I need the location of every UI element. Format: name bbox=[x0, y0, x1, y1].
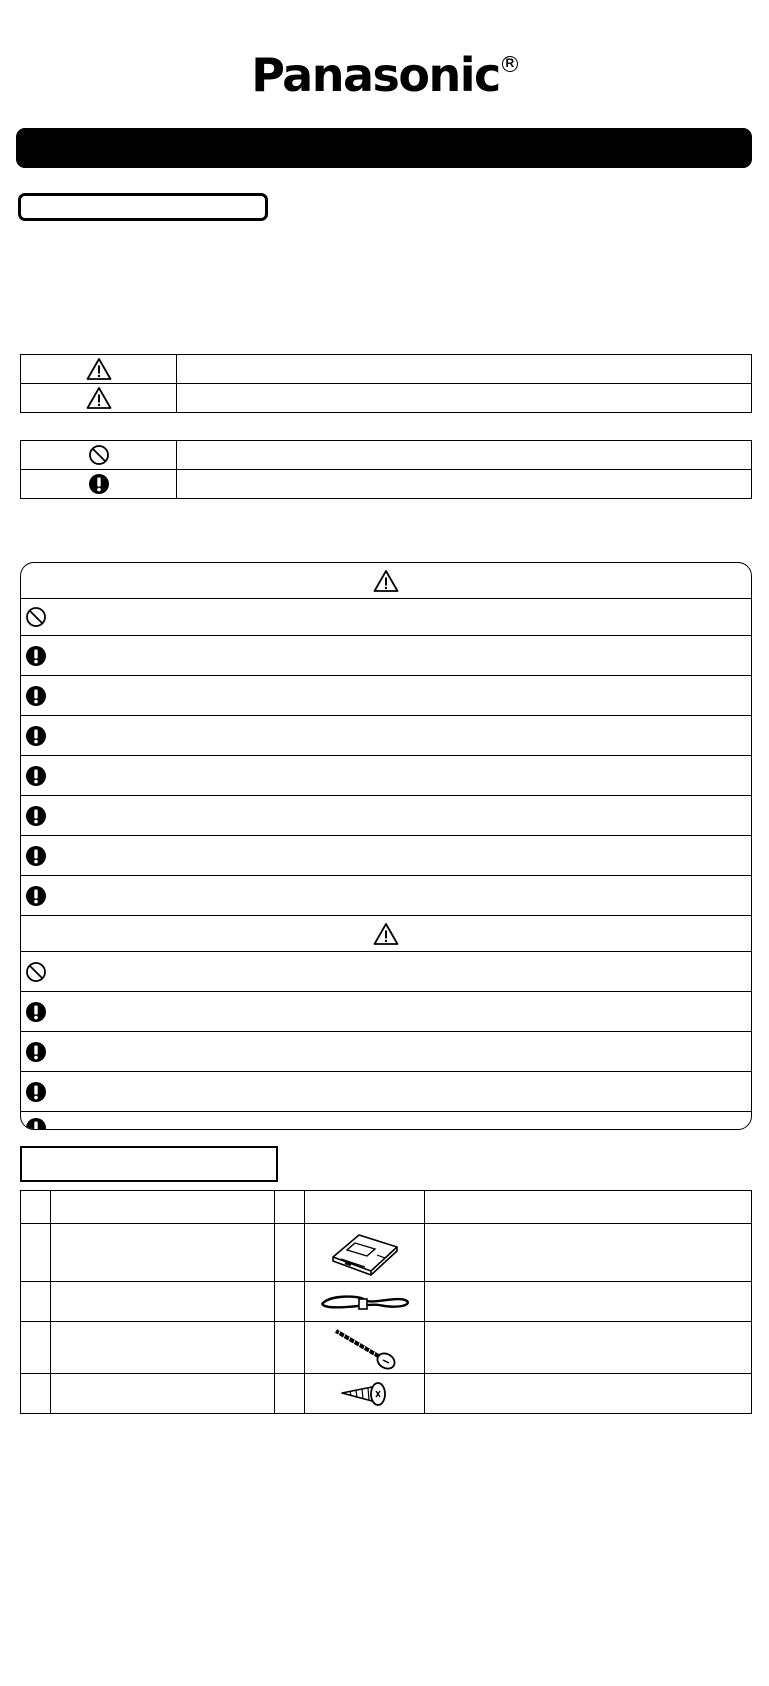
symbol-description bbox=[177, 441, 752, 470]
table-row bbox=[21, 1322, 752, 1374]
safety-precautions-panel bbox=[20, 562, 752, 1130]
row-no bbox=[21, 1224, 51, 1282]
caution-item bbox=[21, 1112, 751, 1130]
header-name bbox=[51, 1191, 275, 1224]
mandatory-icon bbox=[25, 645, 47, 667]
parts-table bbox=[20, 1190, 752, 1414]
warning-heading bbox=[21, 563, 751, 599]
header-remarks bbox=[425, 1191, 752, 1224]
row-name bbox=[51, 1322, 275, 1374]
legend-row bbox=[21, 384, 752, 413]
row-qty bbox=[275, 1224, 305, 1282]
warning-item bbox=[21, 796, 751, 836]
warning-triangle-icon bbox=[373, 922, 399, 946]
legend-row bbox=[21, 470, 752, 499]
prohibited-icon bbox=[25, 606, 47, 628]
caution-item bbox=[21, 1072, 751, 1112]
mandatory-icon bbox=[25, 725, 47, 747]
warning-item bbox=[21, 716, 751, 756]
header-no bbox=[21, 1191, 51, 1224]
symbol-description bbox=[177, 470, 752, 499]
row-remarks bbox=[425, 1282, 752, 1322]
warning-triangle-icon bbox=[86, 386, 112, 410]
mandatory-icon bbox=[25, 1041, 47, 1063]
registered-mark: R bbox=[502, 56, 518, 72]
safety-section-label bbox=[18, 193, 268, 221]
row-qty bbox=[275, 1374, 305, 1414]
warning-triangle-icon bbox=[86, 357, 112, 381]
mandatory-icon bbox=[25, 685, 47, 707]
table-row bbox=[21, 1374, 752, 1414]
row-name bbox=[51, 1374, 275, 1414]
mandatory-icon bbox=[25, 1001, 47, 1023]
table-row bbox=[21, 1224, 752, 1282]
remote-controller-icon bbox=[325, 1229, 405, 1277]
warning-item bbox=[21, 636, 751, 676]
symbol-legend bbox=[20, 440, 752, 499]
row-no bbox=[21, 1374, 51, 1414]
header-qty bbox=[275, 1191, 305, 1224]
caution-item bbox=[21, 1032, 751, 1072]
warning-triangle-icon bbox=[373, 569, 399, 593]
caution-item bbox=[21, 952, 751, 992]
signal-word-description bbox=[177, 355, 752, 384]
mandatory-icon bbox=[25, 845, 47, 867]
warning-item bbox=[21, 676, 751, 716]
row-qty bbox=[275, 1322, 305, 1374]
table-row bbox=[21, 1282, 752, 1322]
row-name bbox=[51, 1282, 275, 1322]
row-remarks bbox=[425, 1374, 752, 1414]
mandatory-icon bbox=[88, 473, 110, 495]
mandatory-icon bbox=[25, 1081, 47, 1103]
logo-text: Panasonic bbox=[251, 48, 500, 102]
parts-table-header bbox=[21, 1191, 752, 1224]
row-name bbox=[51, 1224, 275, 1282]
header-figure bbox=[305, 1191, 425, 1224]
mandatory-icon bbox=[25, 1117, 47, 1131]
title-bar bbox=[16, 128, 752, 168]
mandatory-icon bbox=[25, 805, 47, 827]
parts-section-label bbox=[20, 1146, 278, 1182]
row-remarks bbox=[425, 1322, 752, 1374]
row-no bbox=[21, 1282, 51, 1322]
warning-item bbox=[21, 756, 751, 796]
mandatory-icon bbox=[25, 765, 47, 787]
signal-word-description bbox=[177, 384, 752, 413]
signal-word-legend bbox=[20, 354, 752, 413]
caution-item bbox=[21, 992, 751, 1032]
row-remarks bbox=[425, 1224, 752, 1282]
brand-logo bbox=[0, 48, 769, 102]
prohibited-icon bbox=[88, 444, 110, 466]
prohibited-icon bbox=[25, 961, 47, 983]
caution-heading bbox=[21, 916, 751, 952]
wood-screw-icon bbox=[338, 1379, 392, 1409]
row-no bbox=[21, 1322, 51, 1374]
warning-item bbox=[21, 836, 751, 876]
cable-tie-icon bbox=[319, 1291, 411, 1313]
warning-item bbox=[21, 599, 751, 636]
row-qty bbox=[275, 1282, 305, 1322]
legend-row bbox=[21, 441, 752, 470]
warning-item bbox=[21, 876, 751, 916]
machine-screw-icon bbox=[330, 1325, 400, 1371]
mandatory-icon bbox=[25, 885, 47, 907]
legend-row bbox=[21, 355, 752, 384]
